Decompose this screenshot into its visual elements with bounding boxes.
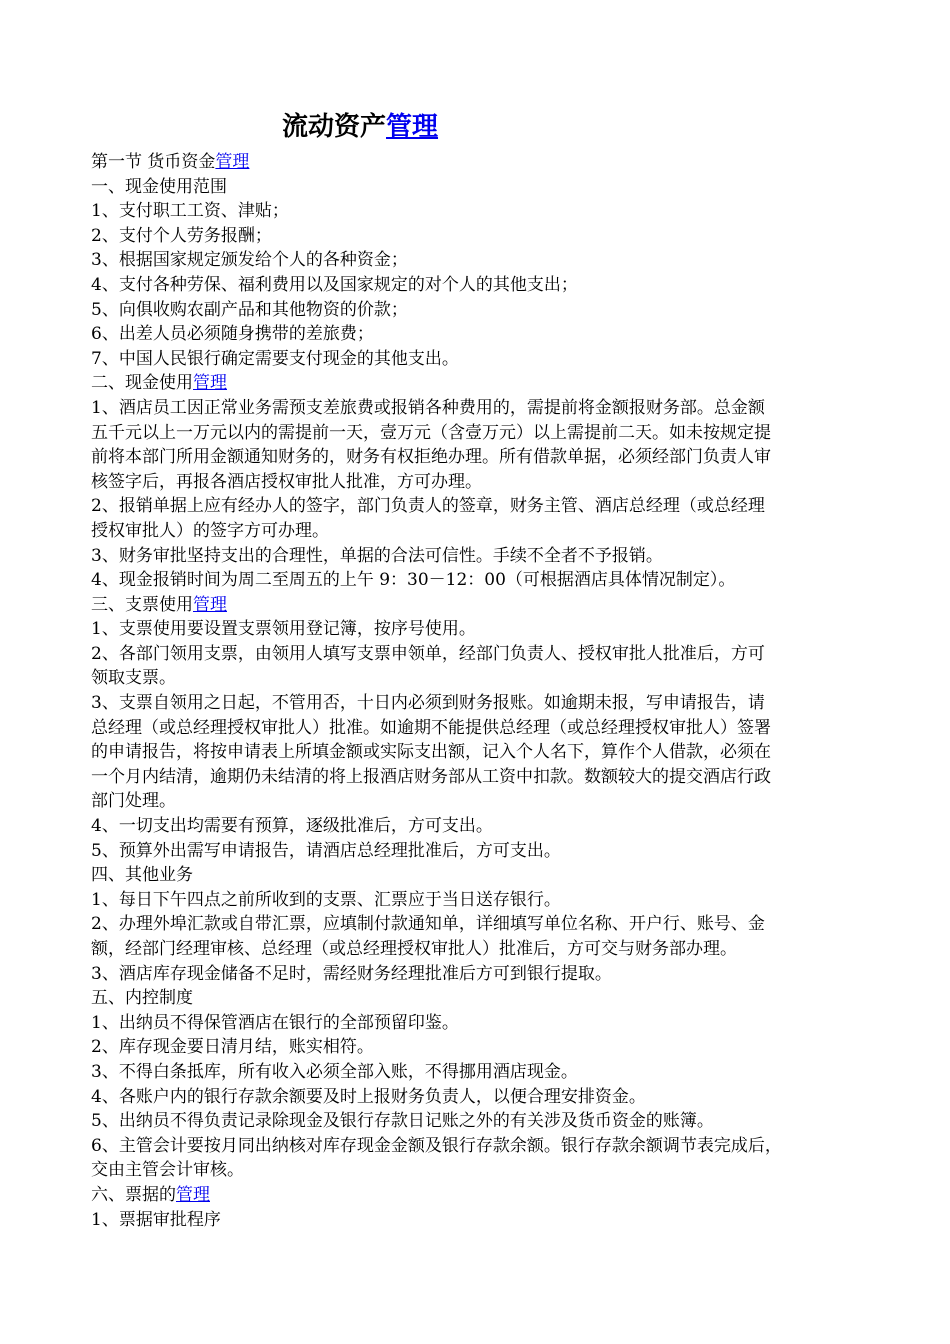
text-line bbox=[91, 150, 863, 175]
line-text: 交由主管会计审核。 bbox=[91, 1160, 244, 1181]
manage-link[interactable]: 管理 bbox=[215, 152, 250, 172]
line-text: 3、不得白条抵库，所有收入必须全部入账，不得挪用酒店现金。 bbox=[91, 1061, 578, 1082]
line-text: 4、一切支出均需要有预算，逐级批准后，方可支出。 bbox=[91, 816, 493, 837]
text-line bbox=[91, 642, 863, 667]
line-text: 2、库存现金要日清月结，账实相符。 bbox=[91, 1037, 374, 1058]
line-text: 一、现金使用范围 bbox=[91, 176, 227, 197]
line-text: 五、内控制度 bbox=[91, 988, 193, 1009]
line-text: 5、向俱收购农副产品和其他物资的价款； bbox=[91, 299, 408, 320]
title-text: 流动资产 bbox=[282, 112, 387, 142]
line-text: 2、支付个人劳务报酬； bbox=[91, 225, 272, 246]
line-text: 1、出纳员不得保管酒店在银行的全部预留印鉴。 bbox=[91, 1012, 459, 1033]
line-text: 4、支付各种劳保、福利费用以及国家规定的对个人的其他支出； bbox=[91, 274, 578, 295]
text-line bbox=[91, 839, 863, 864]
text-line bbox=[91, 199, 863, 224]
text-line bbox=[91, 789, 863, 814]
title-link[interactable]: 管理 bbox=[386, 112, 439, 142]
line-text: 4、现金报销时间为周二至周五的上午 9：30－12：00（可根据酒店具体情况制定）。 bbox=[91, 570, 736, 591]
line-text: 额，经部门经理审核、总经理（或总经理授权审批人）批准后，方可交与财务部办理。 bbox=[91, 939, 737, 959]
text-line bbox=[91, 1035, 863, 1060]
line-text: 1、酒店员工因正常业务需预支差旅费或报销各种费用的，需提前将金额报财务部。总金额 bbox=[91, 397, 765, 418]
text-line bbox=[91, 863, 863, 888]
line-text: 2、报销单据上应有经办人的签字，部门负责人的签章，财务主管、酒店总经理（或总经理 bbox=[91, 496, 765, 517]
text-line bbox=[91, 322, 863, 347]
line-text: 1、支票使用要设置支票领用登记簿，按序号使用。 bbox=[91, 619, 476, 640]
text-line bbox=[91, 1134, 863, 1159]
text-line bbox=[91, 962, 863, 987]
line-text: 1、支付职工工资、津贴； bbox=[91, 201, 289, 222]
text-line bbox=[91, 1060, 863, 1085]
line-text: 一个月内结清，逾期仍未结清的将上报酒店财务部从工资中扣款。数额较大的提交酒店行政 bbox=[91, 766, 771, 787]
line-text: 5、出纳员不得负责记录除现金及银行存款日记账之外的有关涉及货币资金的账簿。 bbox=[91, 1111, 714, 1132]
text-line bbox=[91, 544, 863, 569]
text-line bbox=[91, 1158, 863, 1183]
text-line bbox=[91, 347, 863, 372]
line-text: 2、各部门领用支票，由领用人填写支票申领单，经部门负责人、授权审批人批准后，方可 bbox=[91, 643, 765, 664]
line-text: 四、其他业务 bbox=[91, 865, 193, 886]
manage-link[interactable]: 管理 bbox=[193, 594, 227, 615]
line-text: 1、票据审批程序 bbox=[91, 1209, 221, 1230]
text-line bbox=[91, 1183, 863, 1208]
text-line bbox=[91, 175, 863, 200]
document-body bbox=[91, 150, 863, 1232]
line-text: 3、支票自领用之日起，不管用否，十日内必须到财务报账。如逾期未报，写申请报告，请 bbox=[91, 693, 765, 714]
text-line bbox=[91, 912, 863, 937]
manage-link[interactable]: 管理 bbox=[193, 373, 227, 394]
text-line bbox=[91, 986, 863, 1011]
text-line bbox=[91, 1208, 863, 1233]
line-text: 前将本部门所用金额通知财务的，财务有权拒绝办理。所有借款单据，必须经部门负责人审 bbox=[91, 447, 771, 468]
line-text: 7、中国人民银行确定需要支付现金的其他支出。 bbox=[91, 348, 459, 369]
document-title bbox=[282, 108, 438, 146]
text-line bbox=[91, 445, 863, 470]
manage-link[interactable]: 管理 bbox=[176, 1184, 210, 1205]
text-line bbox=[91, 740, 863, 765]
text-line bbox=[91, 1109, 863, 1134]
line-text: 6、出差人员必须随身携带的差旅费； bbox=[91, 324, 374, 345]
text-line bbox=[91, 888, 863, 913]
text-line bbox=[91, 273, 863, 298]
text-line bbox=[91, 691, 863, 716]
text-line bbox=[91, 1011, 863, 1036]
line-text: 的申请报告，将按申请表上所填金额或实际支出额，记入个人名下，算作个人借款，必须在 bbox=[91, 742, 771, 763]
text-line bbox=[91, 224, 863, 249]
text-line bbox=[91, 494, 863, 519]
text-line bbox=[91, 593, 863, 618]
line-text: 三、支票使用 bbox=[91, 594, 193, 615]
line-text: 5、预算外出需写申请报告，请酒店总经理批准后，方可支出。 bbox=[91, 840, 561, 861]
text-line bbox=[91, 937, 863, 962]
text-line bbox=[91, 421, 863, 446]
line-text: 二、现金使用 bbox=[91, 373, 193, 394]
line-text: 授权审批人）的签字方可办理。 bbox=[91, 520, 329, 541]
line-text: 领取支票。 bbox=[91, 668, 176, 689]
text-line bbox=[91, 248, 863, 273]
line-text: 1、每日下午四点之前所收到的支票、汇票应于当日送存银行。 bbox=[91, 889, 561, 910]
text-line bbox=[91, 396, 863, 421]
text-line bbox=[91, 1085, 863, 1110]
text-line bbox=[91, 568, 863, 593]
text-line bbox=[91, 470, 863, 495]
text-line bbox=[91, 666, 863, 691]
text-line bbox=[91, 519, 863, 544]
text-line bbox=[91, 716, 863, 741]
line-text: 总经理（或总经理授权审批人）批准。如逾期不能提供总经理（或总经理授权审批人）签署 bbox=[91, 717, 771, 738]
text-line bbox=[91, 814, 863, 839]
line-text: 第一节 货币资金 bbox=[91, 152, 216, 172]
text-line bbox=[91, 298, 863, 323]
text-line bbox=[91, 617, 863, 642]
line-text: 部门处理。 bbox=[91, 791, 176, 812]
line-text: 2、办理外埠汇款或自带汇票，应填制付款通知单，详细填写单位名称、开户行、账号、金 bbox=[91, 914, 765, 935]
line-text: 4、各账户内的银行存款余额要及时上报财务负责人，以便合理安排资金。 bbox=[91, 1086, 646, 1107]
text-line bbox=[91, 765, 863, 790]
line-text: 核签字后，再报各酒店授权审批人批准，方可办理。 bbox=[91, 471, 482, 492]
line-text: 3、酒店库存现金储备不足时，需经财务经理批准后方可到银行提取。 bbox=[91, 963, 612, 984]
line-text: 6、主管会计要按月同出纳核对库存现金金额及银行存款余额。银行存款余额调节表完成后， bbox=[91, 1135, 782, 1156]
line-text: 五千元以上一万元以内的需提前一天，壹万元（含壹万元）以上需提前二天。如未按规定提 bbox=[91, 422, 771, 443]
line-text: 3、财务审批坚持支出的合理性，单据的合法可信性。手续不全者不予报销。 bbox=[91, 545, 663, 566]
text-line bbox=[91, 371, 863, 396]
line-text: 六、票据的 bbox=[91, 1184, 176, 1205]
line-text: 3、根据国家规定颁发给个人的各种资金； bbox=[91, 250, 408, 271]
